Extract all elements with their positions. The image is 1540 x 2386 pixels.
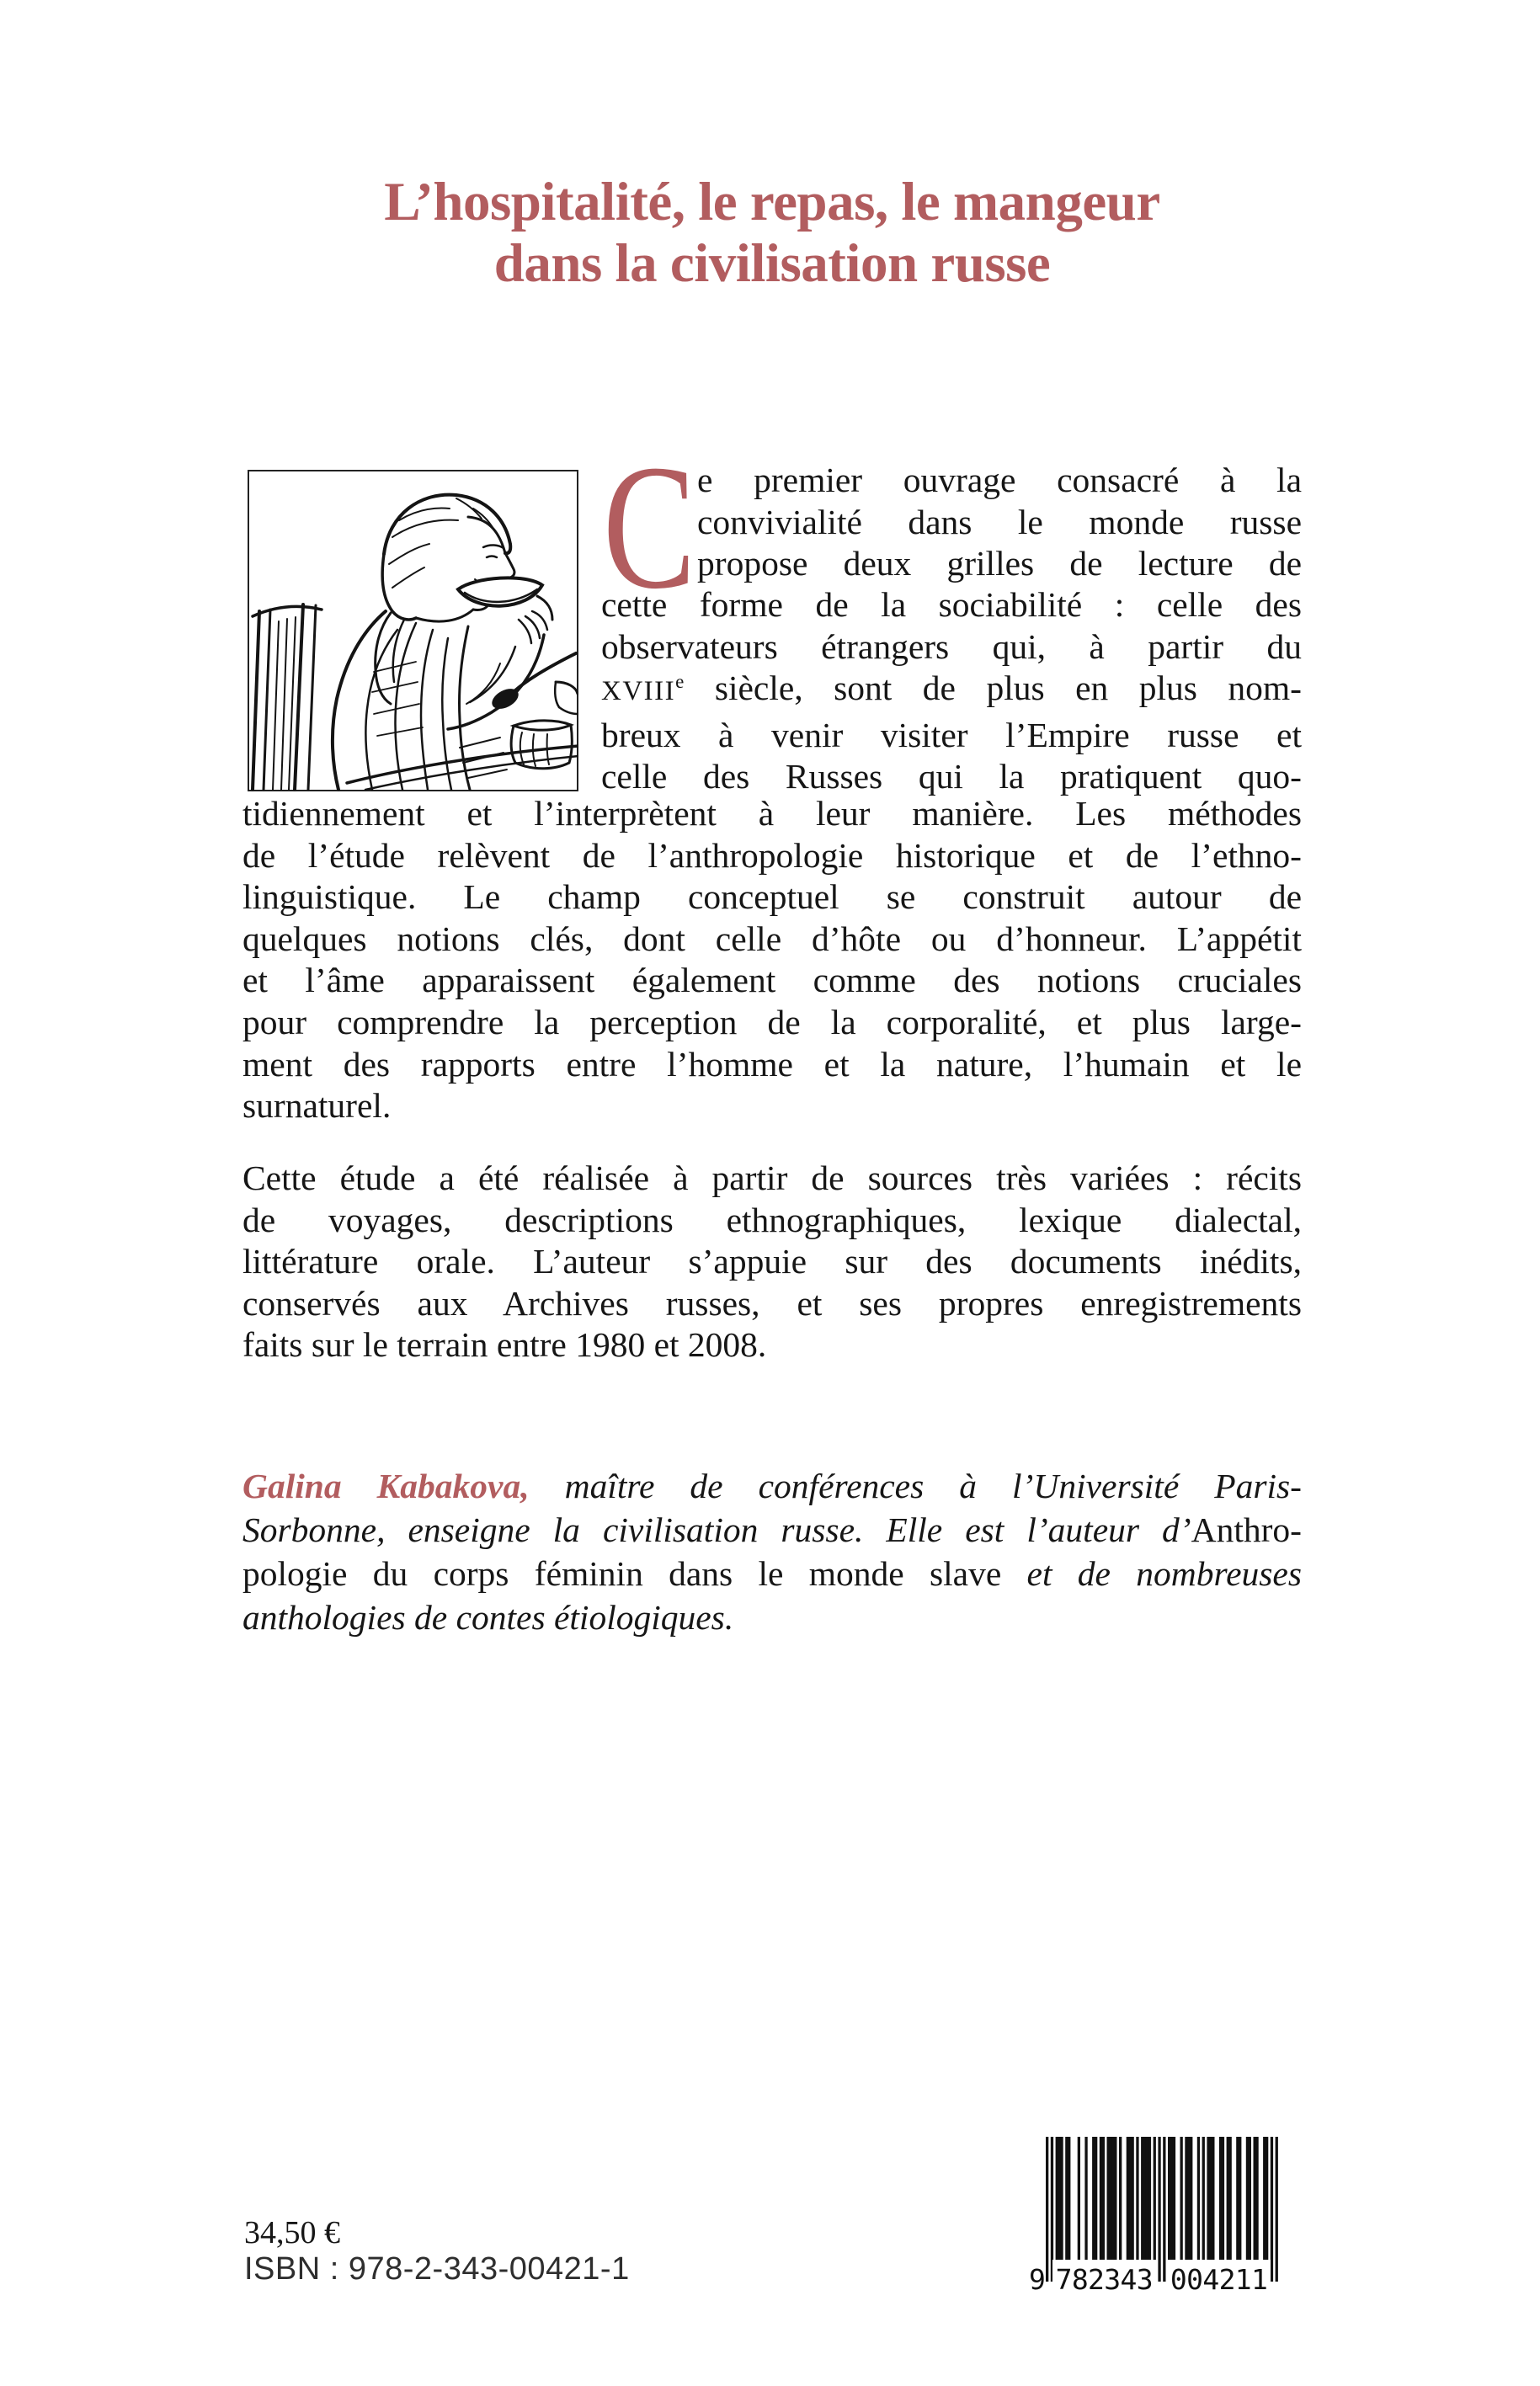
book-title-line1: L’hospitalité, le repas, le mangeur [384,172,1160,232]
text-line [242,1552,1302,1595]
synopsis-lines-beside-image [601,584,1302,798]
bio-text: pologie du corps féminin dans le monde slave [242,1554,1002,1593]
drop-cap: C [603,428,696,626]
text-line: linguistique. Le champ conceptuel se construit autour de [242,877,1302,917]
text-line [242,1508,1302,1552]
roman-numeral: XVIII [601,676,676,707]
text-line: cette forme de la sociabilité : celle des [601,585,1302,624]
text-line: breux à venir visiter l’Empire russe et [601,715,1302,754]
ordinal-superscript: e [675,670,685,692]
text-line: celle des Russes qui la pratiquent quo- [601,757,1302,796]
text-line: surnaturel. [242,1086,392,1126]
bio-text: Anthro- [1191,1510,1302,1549]
author-bio [242,1464,1302,1639]
century-line [601,668,1302,715]
price: 34,50 € [244,2215,340,2250]
text-line: observateurs étrangers qui, à partir du [601,626,1302,666]
synopsis-lines-group [601,584,1302,668]
synopsis-lines-beside-dropcap [697,460,1302,585]
barcode-digits: 9 [1029,2263,1046,2296]
text-line: pour comprendre la perception de la corporalité, et plus large- [242,1002,1302,1041]
author-name: Galina Kabakova, [242,1467,530,1505]
text-line: de l’étude relèvent de l’anthropologie historique et de l’ethno- [242,835,1302,875]
synopsis-lines-group [601,715,1302,798]
cover-illustration [248,470,578,791]
text-line: ment des rapports entre l’homme et la nature, l’humain et le [242,1044,1302,1084]
synopsis-paragraph1-full [242,793,1302,1127]
text-line: e premier ouvrage consacré à la [697,461,1302,499]
text-line [242,1595,1302,1639]
text-line: Cette étude a été réalisée à partir de sources très variées : récits [242,1158,1302,1197]
century-line-rest: siècle, sont de plus en plus nom- [684,668,1302,708]
bio-text: et de nombreuses [1001,1554,1302,1593]
text-line: conservés aux Archives russes, et ses propres enregistrements [242,1283,1302,1323]
text-line: et l’âme apparaissent également comme des notions cruciales [242,961,1302,1000]
bio-text: Sorbonne, enseigne la civilisation russe. Elle est l’auteur d’ [242,1510,1191,1549]
text-line: convivialité dans le monde russe [697,502,1302,541]
woman-drinking-from-saucer-drawing [248,470,578,791]
synopsis-paragraph2 [242,1158,1302,1366]
ean13-barcode [1020,2135,1290,2299]
book-title-line2: dans la civilisation russe [493,233,1051,294]
text-line [242,1464,1302,1508]
book-title [242,172,1302,295]
text-line: propose deux grilles de lecture de [697,544,1302,583]
barcode-digits: 782343 [1055,2263,1154,2296]
text-line: de voyages, descriptions ethnographiques, lexique dialectal, [242,1200,1302,1239]
barcode-digits: 004211 [1170,2263,1268,2296]
text-line: tidiennement et l’interprètent à leur manière. Les méthodes [242,794,1302,833]
isbn-number: ISBN : 978-2-343-00421-1 [244,2251,630,2287]
bio-text: maître de conférences à l’Université Paris- [529,1467,1303,1505]
bio-text: anthologies de contes étiologiques. [242,1598,734,1637]
text-line: littérature orale. L’auteur s’appuie sur des documents inédits, [242,1242,1302,1281]
text-line: faits sur le terrain entre 1980 et 2008. [242,1325,767,1365]
text-line: quelques notions clés, dont celle d’hôte ou d’honneur. L’appétit [242,919,1302,958]
